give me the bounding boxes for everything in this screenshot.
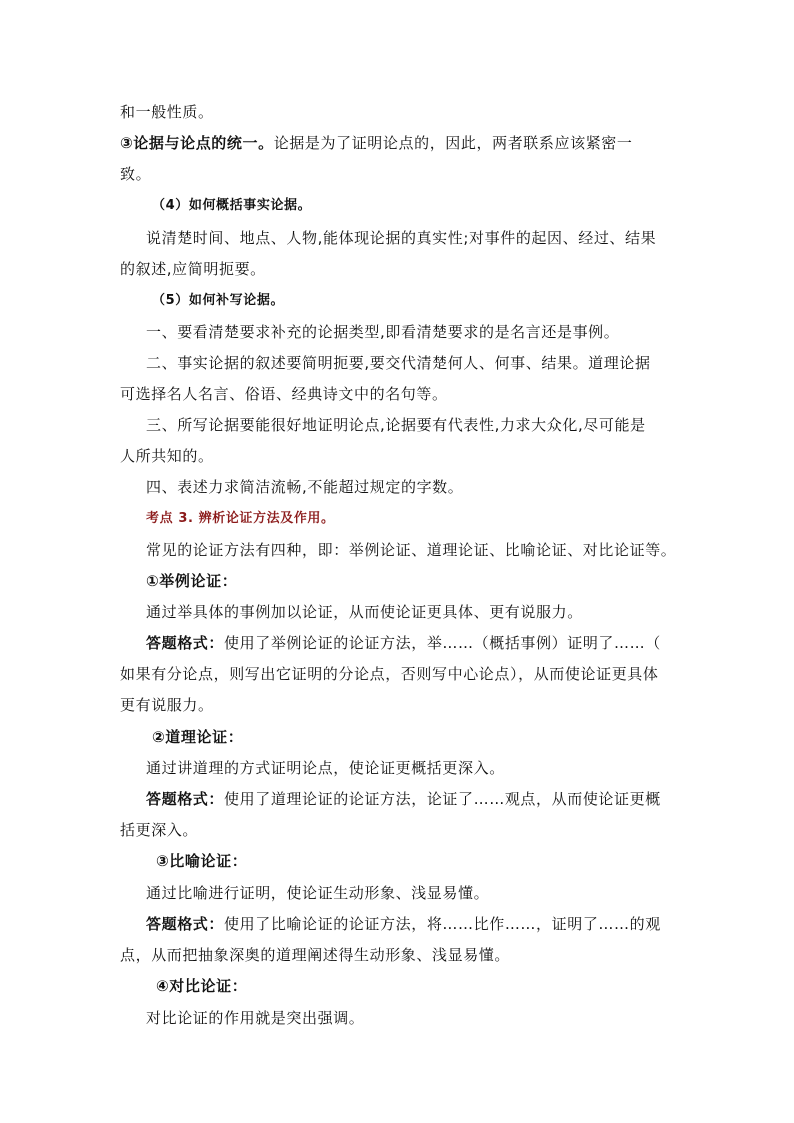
bold-label: 答题格式： <box>146 915 225 933</box>
subheading: （5）如何补写论据。 <box>152 293 285 308</box>
text-line: 通过讲道理的方式证明论点，使论证更概括更深入。 <box>146 759 505 777</box>
text-line: 对比论证的作用就是突出强调。 <box>146 1009 365 1027</box>
method-heading: ③比喻论证： <box>156 852 248 870</box>
section-heading: 考点 3. 辨析论证方法及作用。 <box>146 511 335 526</box>
text-line: ③论据与论点的统一。论据是为了证明论点的，因此，两者联系应该紧密一 <box>120 134 633 152</box>
text-line: 点，从而把抽象深奥的道理阐述得生动形象、浅显易懂。 <box>120 946 511 964</box>
bold-label: ③论据与论点的统一。 <box>120 134 274 152</box>
text-line: 和一般性质。 <box>120 103 214 121</box>
text-line: 答题格式：使用了道理论证的论证方法，论证了……观点，从而使论证更概 <box>146 790 661 808</box>
bold-label: 答题格式： <box>146 790 225 808</box>
text-line: 四、表述力求简洁流畅,不能超过规定的字数。 <box>146 478 464 496</box>
text-line: 通过比喻进行证明，使论证生动形象、浅显易懂。 <box>146 884 490 902</box>
bold-label: 答题格式： <box>146 634 225 652</box>
text-line: 说清楚时间、地点、人物,能体现论据的真实性;对事件的起因、经过、结果 <box>146 229 657 247</box>
text-line: 括更深入。 <box>120 821 199 839</box>
text-line: 答题格式：使用了举例论证的论证方法，举……（概括事例）证明了……（ <box>146 634 661 652</box>
method-heading: ①举例论证： <box>146 572 238 590</box>
text-line: 三、所写论据要能很好地证明论点,论据要有代表性,力求大众化,尽可能是 <box>146 416 646 434</box>
text-line: 一、要看清楚要求补充的论据类型,即看清楚要求的是名言还是事例。 <box>146 323 620 341</box>
text-line: 通过举具体的事例加以论证，从而使论证更具体、更有说服力。 <box>146 603 583 621</box>
text-line: 答题格式：使用了比喻论证的论证方法，将……比作……，证明了……的观 <box>146 915 661 933</box>
text-line: 二、事实论据的叙述要简明扼要,要交代清楚何人、何事、结果。道理论据 <box>146 354 651 372</box>
text-line: 如果有分论点，则写出它证明的分论点，否则写中心论点），从而使论证更具体 <box>120 665 659 683</box>
text-line: 更有说服力。 <box>120 696 214 714</box>
method-heading: ②道理论证： <box>152 728 244 746</box>
text-line: 常见的论证方法有四种，即：举例论证、道理论证、比喻论证、对比论证等。 <box>146 541 677 559</box>
method-heading: ④对比论证： <box>156 977 248 995</box>
text-line: 的叙述,应简明扼要。 <box>120 260 266 278</box>
text-line: 可选择名人名言、俗语、经典诗文中的名句等。 <box>120 385 448 403</box>
text-line: 人所共知的。 <box>120 447 214 465</box>
subheading: （4）如何概括事实论据。 <box>152 198 312 213</box>
text-line: 致。 <box>120 165 152 183</box>
